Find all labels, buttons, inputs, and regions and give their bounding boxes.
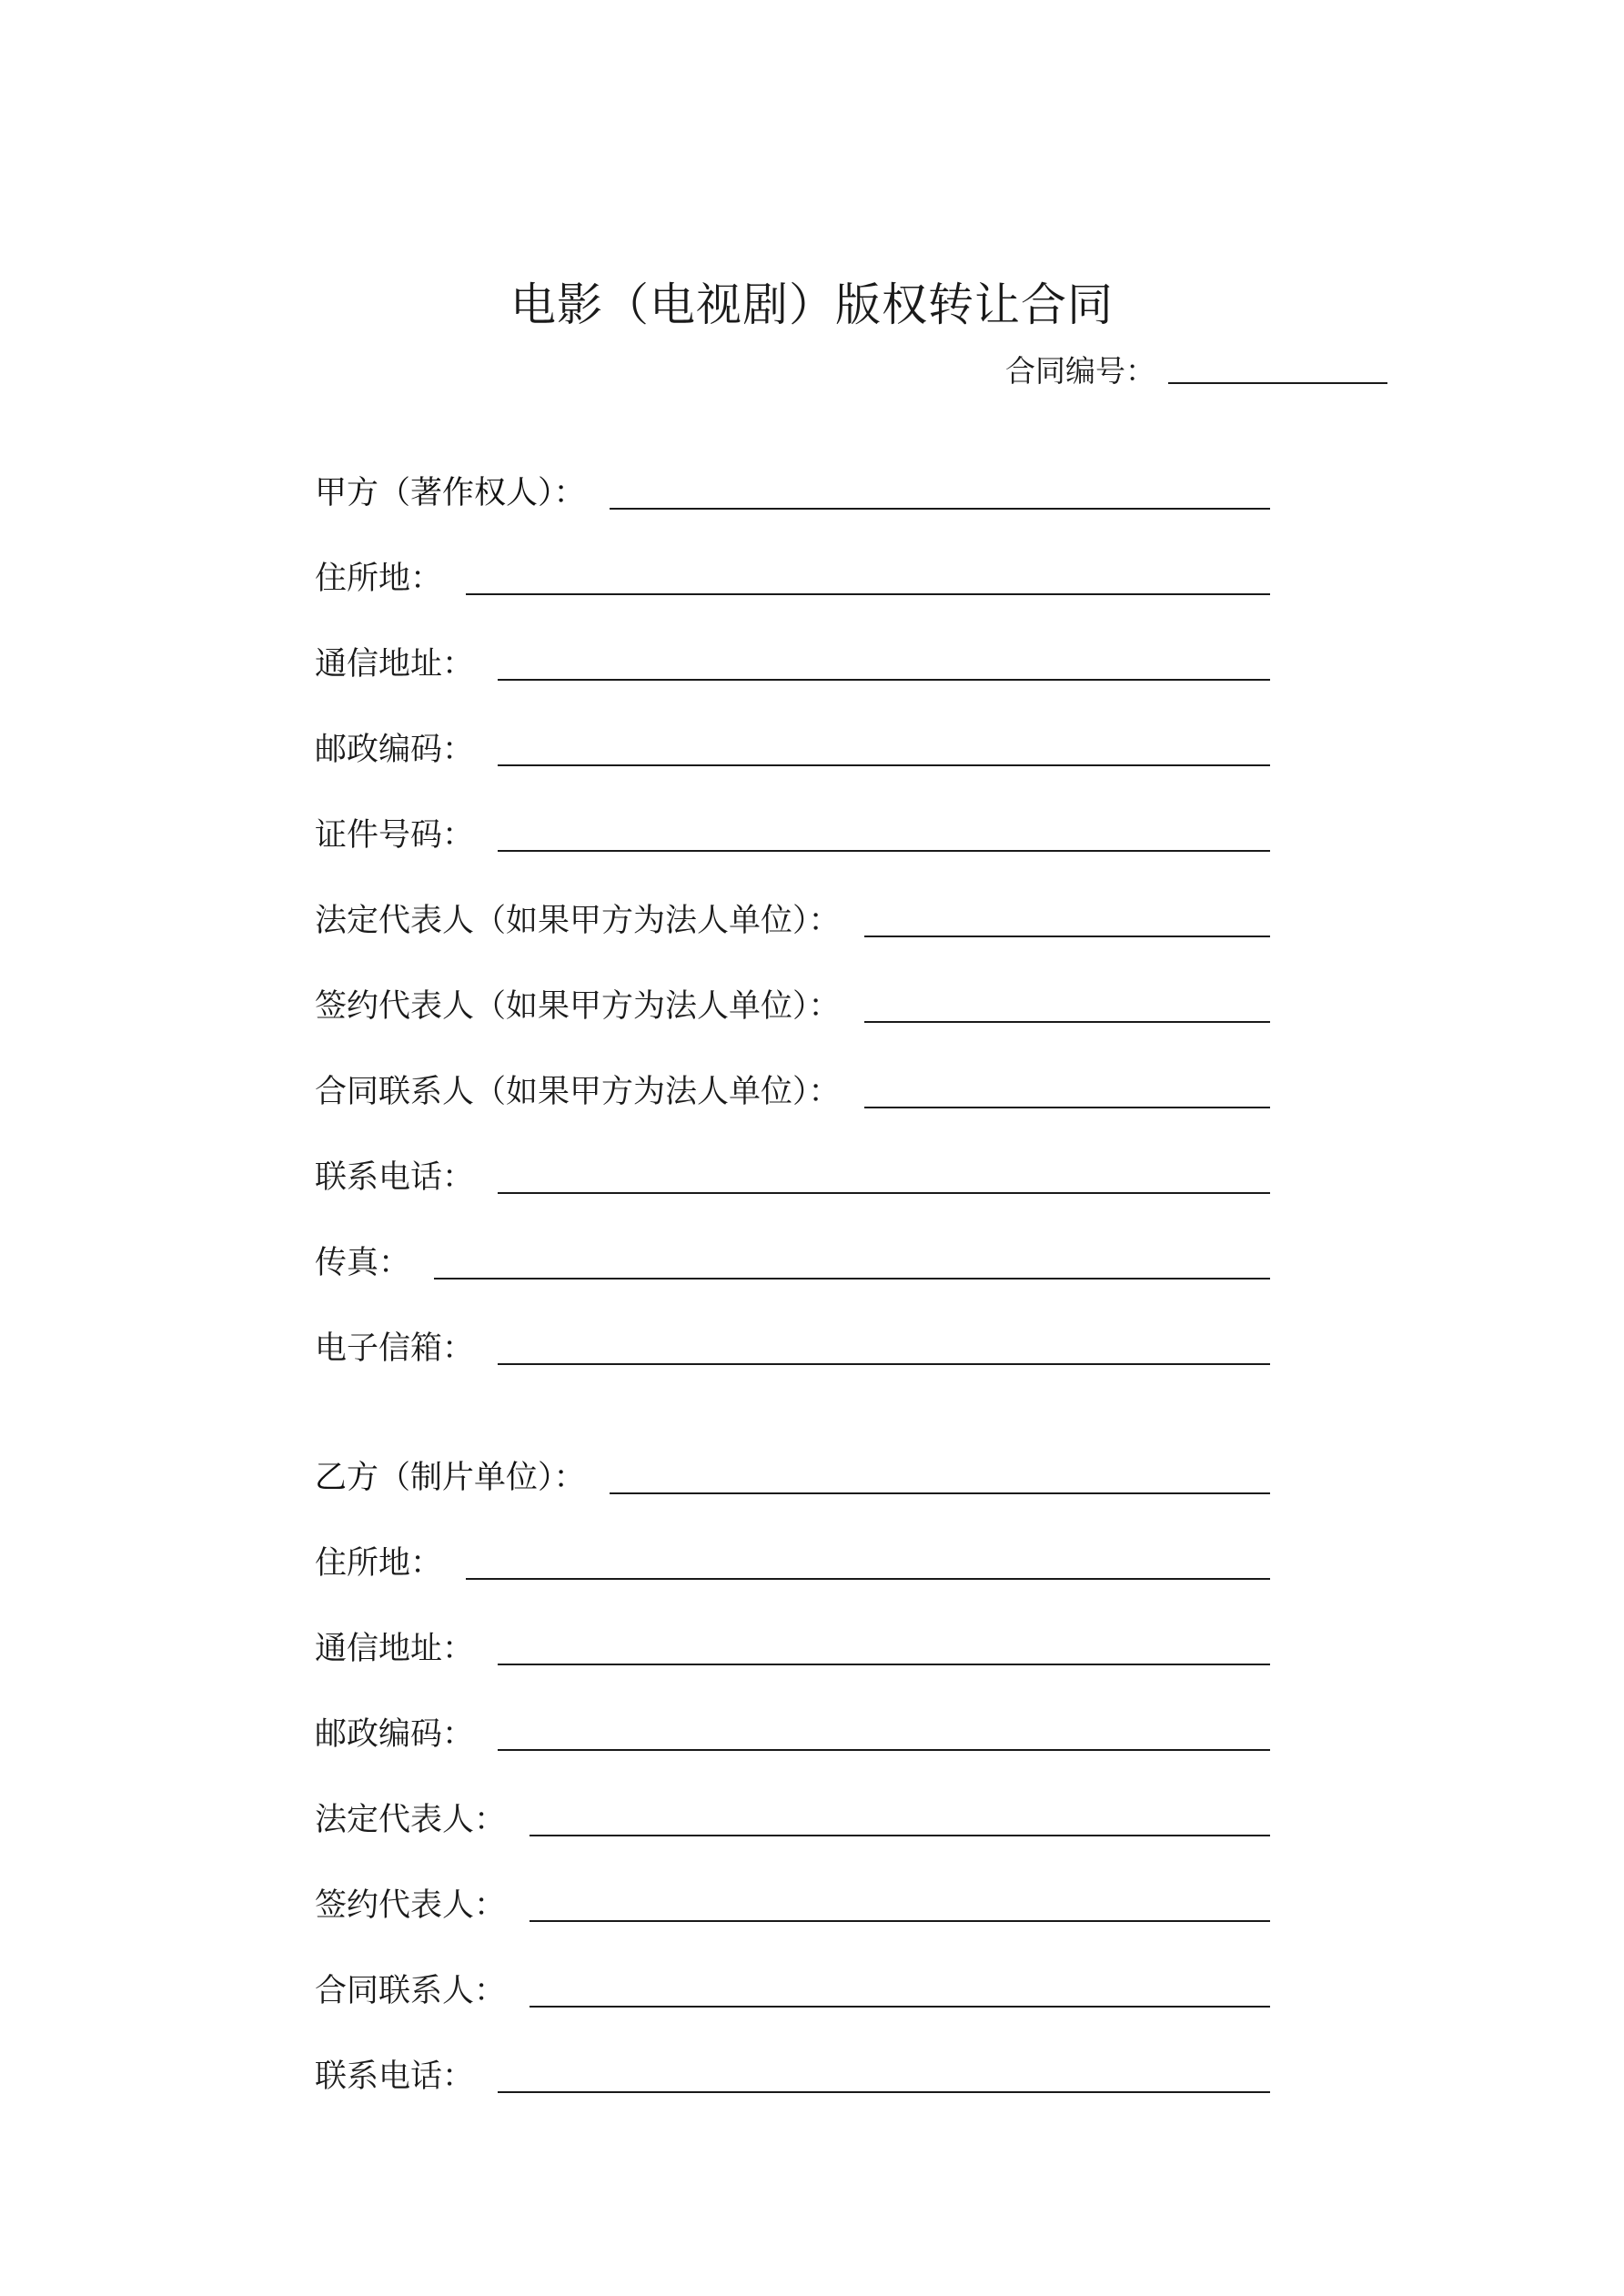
party-b-signing-rep-row (315, 1876, 1270, 1927)
party-b-postal-code-row (315, 1705, 1270, 1756)
party-a-fax-label: 传真： (315, 1245, 411, 1281)
party-b-postal-code-blank[interactable] (498, 1718, 1270, 1751)
party-b-phone-label: 联系电话： (315, 2058, 475, 2095)
party-b-mailing-address-blank[interactable] (498, 1633, 1270, 1665)
party-a-name-blank[interactable] (610, 477, 1270, 510)
party-a-signing-rep-row (315, 977, 1270, 1028)
party-a-heading-row (315, 464, 1270, 515)
party-b-residence-label: 住所地： (315, 1545, 443, 1582)
party-a-contact-blank[interactable] (864, 1076, 1270, 1108)
party-a-residence-row (315, 550, 1270, 601)
party-a-contact-label: 合同联系人（如果甲方为法人单位）： (315, 1074, 841, 1110)
party-a-email-row (315, 1320, 1270, 1371)
party-a-mailing-address-blank[interactable] (498, 648, 1270, 681)
party-b-mailing-address-row (315, 1620, 1270, 1671)
party-a-residence-label: 住所地： (315, 561, 443, 597)
party-a-contact-row (315, 1063, 1270, 1114)
party-a-heading: 甲方（著作权人）： (315, 475, 586, 511)
party-b-legal-rep-row (315, 1791, 1270, 1842)
party-b-phone-row (315, 2048, 1270, 2099)
party-b-mailing-address-label: 通信地址： (315, 1631, 475, 1667)
party-b-legal-rep-label: 法定代表人： (315, 1802, 507, 1838)
party-a-fax-row (315, 1234, 1270, 1285)
party-a-legal-rep-row (315, 892, 1270, 943)
party-b-contact-row (315, 1962, 1270, 2013)
party-a-postal-code-label: 邮政编码： (315, 732, 475, 768)
party-a-postal-code-row (315, 721, 1270, 772)
party-b-postal-code-label: 邮政编码： (315, 1716, 475, 1753)
page-title: 电影（电视剧）版权转让合同 (510, 278, 1114, 331)
party-a-signing-rep-blank[interactable] (864, 990, 1270, 1023)
party-b-heading: 乙方（制片单位）： (315, 1460, 586, 1496)
party-a-legal-rep-blank[interactable] (864, 905, 1270, 937)
party-a-mailing-address-label: 通信地址： (315, 646, 475, 683)
party-b-residence-blank[interactable] (466, 1547, 1270, 1580)
party-b-signing-rep-blank[interactable] (530, 1889, 1270, 1922)
party-a-fax-blank[interactable] (434, 1247, 1270, 1279)
party-a-mailing-address-row (315, 635, 1270, 686)
party-a-legal-rep-label: 法定代表人（如果甲方为法人单位）： (315, 903, 841, 939)
contract-number-label: 合同编号： (1005, 353, 1155, 389)
party-b-signing-rep-label: 签约代表人： (315, 1887, 507, 1924)
party-a-phone-blank[interactable] (498, 1161, 1270, 1194)
party-a-id-number-row (315, 806, 1270, 857)
party-b-phone-blank[interactable] (498, 2060, 1270, 2093)
party-a-phone-label: 联系电话： (315, 1159, 475, 1196)
contract-number-row (1005, 346, 1387, 391)
party-a-email-blank[interactable] (498, 1332, 1270, 1365)
party-b-heading-row (315, 1449, 1270, 1500)
contract-number-blank[interactable] (1168, 355, 1387, 384)
party-a-phone-row (315, 1148, 1270, 1199)
party-b-name-blank[interactable] (610, 1462, 1270, 1494)
party-a-signing-rep-label: 签约代表人（如果甲方为法人单位）： (315, 988, 841, 1025)
party-b-contact-label: 合同联系人： (315, 1973, 507, 2009)
party-b-residence-row (315, 1534, 1270, 1585)
party-a-email-label: 电子信箱： (315, 1330, 475, 1367)
party-a-id-number-label: 证件号码： (315, 817, 475, 854)
party-a-id-number-blank[interactable] (498, 819, 1270, 852)
party-a-residence-blank[interactable] (466, 562, 1270, 595)
party-b-legal-rep-blank[interactable] (530, 1804, 1270, 1836)
party-a-postal-code-blank[interactable] (498, 733, 1270, 766)
party-b-contact-blank[interactable] (530, 1975, 1270, 2008)
